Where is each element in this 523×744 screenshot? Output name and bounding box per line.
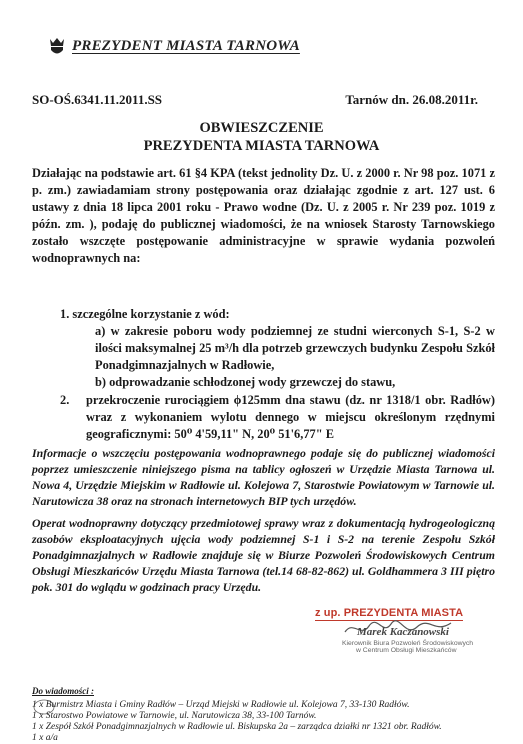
info-paragraph-operat: Operat wodnoprawny dotyczący przedmiotowej sprawy wraz z dokumentacją hydrogeologiczną zasobów eksploatacyjnych ujęcia wody podziemnej S-1 i S-2 na terenie Zespołu Szkół Ponadgimnazjalnych w Radłowie znajduje się w Biurze Pozwoleń Środowiskowych Centrum Obsługi Mieszkańców Urzędu Miasta Tarnowa (tel.14 68-82-862) ul. Goldhammera 3 III piętro pok. 301 do wglądu w godzinach pracy Urzędu. bbox=[32, 516, 495, 594]
distribution-line-1: 1 x Burmistrz Miasta i Gminy Radłów – Urząd Miejski w Radłowie ul. Kolejowa 7, 33-130 Radłów. bbox=[32, 700, 410, 710]
signatory-name: Marek Kaczanowski bbox=[357, 626, 449, 638]
list-item-2-number: 2. bbox=[60, 393, 70, 407]
legal-basis-paragraph: Działając na podstawie art. 61 §4 KPA (tekst jednolity Dz. U. z 2000 r. Nr 98 poz. 1071 z p. zm.) zawiadamiam strony postępowania oraz działając zgodnie z art. 127 ust. 6 ustawy z dnia 18 lipca 2001 roku - Prawo wodne (Dz. U. z 2005 r. Nr 239 poz. 1019 z późn. zm. ), podaję do publicznej wiadomości, że na wniosek Starosty Tarnowskiego zostało wszczęte postępowanie administracyjne w sprawie wydania pozwoleń wodnoprawnych na: bbox=[32, 166, 495, 265]
signatory-role-line1: Kierownik Biura Pozwoleń Środowiskowych bbox=[342, 640, 474, 647]
authorization-stamp: z up. PREZYDENTA MIASTA bbox=[315, 607, 464, 619]
distribution-heading: Do wiadomości : bbox=[32, 686, 94, 696]
distribution-line-3: 1 x Zespół Szkół Ponadgimnazjalnych w Radłowie ul. Biskupska 2a – zarządca działki nr 1321 obr. Radłów. bbox=[32, 722, 442, 732]
info-paragraph-publication: Informacje o wszczęciu postępowania wodnoprawnego podaje się do publicznej wiadomości poprzez umieszczenie niniejszego pisma na tablicy ogłoszeń w Urzędzie Miasta Tarnowa ul. Nowa 4, Urzędzie Miejskim w Radłowie ul. Kolejowa 7, Starostwie Powiatowym w Tarnowie ul. Narutowicza 38 oraz na stronach internetowych BIP tych urzędów. bbox=[32, 446, 495, 508]
document-subtitle: PREZYDENTA MIASTA TARNOWA bbox=[143, 138, 380, 154]
signatory-role-line2: w Centrum Obsługi Mieszkańców bbox=[356, 647, 457, 654]
distribution-line-2: 1 x Starostwo Powiatowe w Tarnowie, ul. Narutowicza 38, 33-100 Tarnów. bbox=[32, 711, 317, 721]
issuer-title: PREZYDENT MIASTA TARNOWA bbox=[72, 38, 300, 54]
signatory-role bbox=[342, 640, 473, 654]
crown-emblem-icon bbox=[48, 36, 66, 58]
list-item-1a: a) w zakresie poboru wody podziemnej ze studni wierconych S-1, S-2 w ilości maksymalnej 25 m³/h dla potrzeb grzewczych budynku Zespołu Szkół Ponadgimnazjalnych w Radłowie, bbox=[95, 324, 495, 372]
document-title: OBWIESZCZENIE bbox=[199, 120, 324, 136]
list-item-2-text: przekroczenie rurociągiem ϕ125mm dna stawu (dz. nr 1318/1 obr. Radłów) wraz z wykonaniem wylotu dennego w miejscu określonym rzędnymi geograficznymi: 50⁰ 4'59,11" N, 20⁰ 51'6,77" E bbox=[86, 393, 495, 441]
document-date: Tarnów dn. 26.08.2011r. bbox=[345, 92, 478, 107]
reference-number: SO-OŚ.6341.11.2011.SS bbox=[32, 92, 163, 107]
distribution-line-4: 1 x a/a bbox=[32, 733, 58, 743]
list-item-1: 1. szczególne korzystanie z wód: bbox=[60, 307, 230, 321]
list-item-2 bbox=[60, 392, 495, 443]
list-item-1b: b) odprowadzanie schłodzonej wody grzewczej do stawu, bbox=[95, 375, 396, 389]
